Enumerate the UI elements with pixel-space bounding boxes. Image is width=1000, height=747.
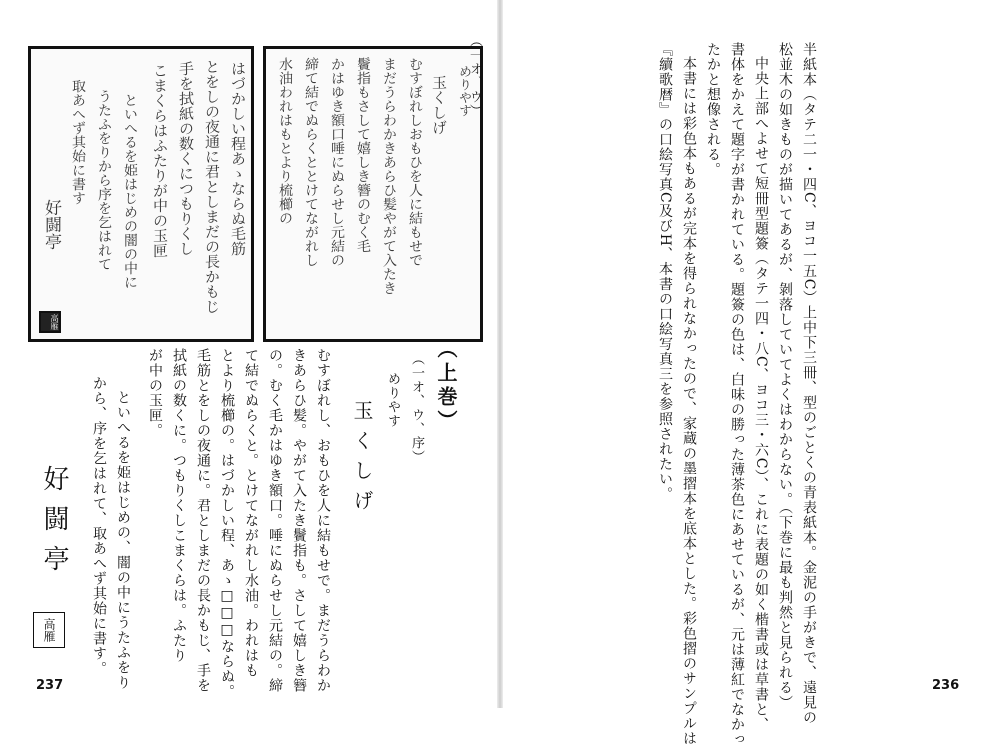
facsimile-caption: （一オ、ウ） (467, 34, 482, 118)
body-column: きあらひ髪。やがて入たき鬢指も。さして嬉しき簪 (291, 348, 307, 693)
body-column: とより梳櫛の。はづかしい程、あゝ□□□ならぬ。 (219, 348, 235, 699)
page-number: 236 (932, 678, 960, 693)
page-number: 237 (36, 678, 64, 693)
facsimile-seal: 高雁 (39, 311, 61, 333)
preface-column: から、序を乞はれて、取あへず其始に書す。 (91, 376, 107, 676)
right-page (500, 0, 1000, 747)
facsimile-column: うたふをりから序を乞はれて (96, 88, 112, 272)
preface-column: といへるを姫はじめの、闇の中にうたふをり (115, 390, 131, 690)
section-heading: （上巻） (434, 338, 458, 434)
body-column: 半紙本（タテ二一・四C、ヨコ一五C）上中下三冊、型のごとくの青表紙本。金泥の手がきで、遠見の (801, 42, 817, 726)
body-column: 書体をかえて題字が書かれている。題簽の色は、白味の勝った薄茶色にあせているが、元は薄紅でなかっ (729, 42, 745, 747)
title-small: めりやす (385, 372, 400, 428)
work-title: 玉くしげ (350, 400, 374, 520)
facsimile-column: はづかしい程あゝならぬ毛筋 (229, 60, 247, 257)
body-column: 松並木の如きものが描いてあるが、剝落していてよくはわからない。（下巻に最も判然と見られる） (777, 42, 793, 710)
facsimile-column: といへるを姫はじめの闇の中に (122, 92, 138, 290)
author-seal: 高雁 (33, 612, 65, 648)
body-column: 本書には彩色本もあるが完本を得られなかったので、家蔵の墨摺本を底本とした。彩色摺のサンプルは (681, 56, 697, 746)
facsimile-right-panel (263, 46, 483, 342)
facsimile-column: かはゆき額口唾にぬらせし元結の (329, 56, 345, 268)
body-column: たかと想像される。 (705, 42, 721, 177)
body-column: の。むく毛かはゆき額口。唾にぬらせし元結の。締 (267, 348, 283, 693)
body-column: 中央上部へよせて短冊型題簽（タテ一四・八C、ヨコ三・六C）、これに表題の如く楷書或は草書と、 (753, 56, 769, 733)
facsimile-column: めりやす (456, 64, 471, 118)
facsimile-column: こまくらはふたりが中の玉匣 (151, 62, 169, 259)
facsimile-column: むすぼれしおもひを人に結もせで (407, 56, 423, 268)
facsimile-signature: 好闘亭 (41, 198, 61, 251)
body-column: 拭紙の数くに。つもりくしこまくらは。ふたり (171, 348, 187, 663)
body-column: て結でぬらくと。とけてながれし水油。われはも (243, 348, 259, 678)
facsimile-column: 水油われはもとより梳櫛の (277, 56, 293, 226)
body-column: が中の玉匣。 (147, 348, 163, 438)
facsimile-column: 鬢指もさして嬉しき簪のむく毛 (355, 56, 371, 254)
facsimile-column: まだうらわかきあらひ髪やがて入たき (381, 56, 397, 296)
body-column: 『續歌暦』の口絵写真C及びH、本書の口絵写真三を参照されたい。 (657, 42, 673, 502)
body-column: 毛筋とをしの夜通に。君としまだの長かもじ、手を (195, 348, 211, 693)
facsimile-left-panel (28, 46, 254, 342)
facsimile-column: 手を拭紙の数くにつもりくし (177, 60, 195, 257)
facsimile-column: とをしの夜通に君としまだの長かもじ (203, 58, 221, 315)
author-name: 好闘亭 (39, 465, 69, 585)
facsimile-column: 締て結でぬらくととけてながれし (303, 56, 319, 268)
facsimile-column: 玉くしげ (430, 74, 448, 136)
left-page (0, 0, 500, 708)
manuscript-facsimile (28, 46, 483, 336)
section-subheading: （一オ、ウ、序） (409, 352, 424, 464)
facsimile-column: 取あへず其始に書す (70, 78, 86, 206)
body-column: むすぼれし、おもひを人に結もせで。まだうらわか (315, 348, 331, 693)
